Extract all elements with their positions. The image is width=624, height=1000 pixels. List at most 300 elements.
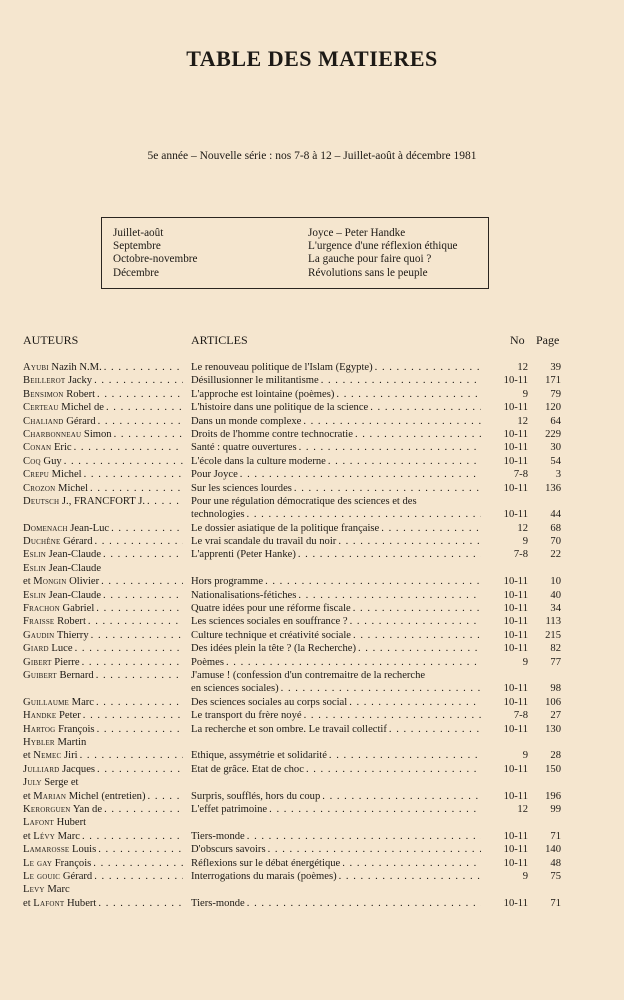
- page-number: 71: [550, 830, 561, 842]
- article-cell: [191, 548, 481, 561]
- page-number: 10: [550, 576, 561, 588]
- page-number: 106: [545, 696, 561, 708]
- page-number: 34: [550, 603, 561, 615]
- issue-number: 10-11: [503, 375, 528, 387]
- table-row: [0, 736, 624, 763]
- issue-number: 10-11: [503, 455, 528, 467]
- dot-leader: [145, 495, 183, 508]
- dot-leader: [263, 575, 481, 588]
- article-cell: [191, 415, 481, 428]
- page-number: 120: [545, 402, 561, 414]
- article-cell: [191, 495, 481, 522]
- dot-leader: [347, 696, 481, 709]
- article-title: Des sciences sociales au corps social: [191, 696, 348, 708]
- article-title: Dans un monde complexe: [191, 415, 302, 427]
- page-number: 70: [550, 536, 561, 548]
- author-name: et Marian Michel (entretien): [23, 790, 146, 802]
- article-title: en sciences sociales): [191, 683, 279, 695]
- article-title: Le vrai scandale du travail du noir: [191, 536, 337, 548]
- author-cell: [23, 816, 183, 843]
- author-name: Gaudin Thierry: [23, 629, 89, 641]
- author-name: Domenach Jean-Luc: [23, 522, 110, 534]
- page-number: 75: [550, 870, 561, 882]
- dot-leader: [81, 709, 183, 722]
- table-row: [0, 361, 624, 374]
- issue-number: 9: [522, 870, 528, 882]
- article-title: Interrogations du marais (poèmes): [191, 870, 337, 882]
- article-cell: [191, 656, 481, 669]
- article-cell: [191, 374, 481, 387]
- page-number: 48: [550, 857, 561, 869]
- issue-number: 7-8: [513, 549, 528, 561]
- page-number: 82: [550, 643, 561, 655]
- author-name: et Nemec Jiri: [23, 750, 78, 762]
- article-cell: [191, 642, 481, 655]
- article-cell: [191, 736, 481, 763]
- table-row: [0, 602, 624, 615]
- author-cell: [23, 696, 183, 709]
- dot-leader: [224, 656, 481, 669]
- summary-theme: La gauche pour faire quoi ?: [308, 253, 432, 266]
- author-cell: [23, 736, 183, 763]
- author-name: et Lafont Hubert: [23, 897, 97, 909]
- author-name: Julliard Jacques: [23, 763, 96, 775]
- page-number: 22: [550, 549, 561, 561]
- article-title: La recherche et son ombre. Le travail collectif: [191, 723, 387, 735]
- author-cell: [23, 468, 183, 481]
- author-name: Beillerot Jacky: [23, 375, 93, 387]
- author-name: Certeau Michel de: [23, 402, 104, 414]
- author-name: et Lévy Marc: [23, 830, 80, 842]
- dot-leader: [373, 361, 481, 374]
- page-number: 98: [550, 683, 561, 695]
- dot-leader: [351, 629, 481, 642]
- dot-leader: [387, 723, 481, 736]
- author-cell: [23, 441, 183, 454]
- dot-leader: [340, 857, 481, 870]
- page-number: 171: [545, 375, 561, 387]
- author-name: Coq Guy: [23, 455, 62, 467]
- dot-leader: [245, 830, 481, 843]
- table-row: [0, 548, 624, 561]
- article-cell: [191, 669, 481, 696]
- article-cell: [191, 428, 481, 441]
- author-cell: [23, 428, 183, 441]
- dot-leader: [101, 589, 183, 602]
- dot-leader: [102, 361, 183, 374]
- issue-number: 10-11: [503, 603, 528, 615]
- article-cell: [191, 589, 481, 602]
- article-title: technologies: [191, 509, 245, 521]
- author-name: Ayubi Nazih N.M.: [23, 362, 102, 373]
- author-name: et Mongin Olivier: [23, 576, 100, 588]
- issue-number: 10-11: [503, 830, 528, 842]
- issue-number: 10-11: [503, 442, 528, 454]
- page-number: 44: [550, 509, 561, 521]
- issue-number: 10-11: [503, 428, 528, 440]
- author-cell: [23, 629, 183, 642]
- index-table: [0, 361, 624, 910]
- page-number: 54: [550, 455, 561, 467]
- page-number: 136: [545, 482, 561, 494]
- dot-leader: [78, 749, 183, 762]
- page-number: 40: [550, 589, 561, 601]
- issue-number: 10-11: [503, 897, 528, 909]
- table-row: [0, 428, 624, 441]
- article-cell: [191, 441, 481, 454]
- article-title: Des idées plein la tête ? (la Recherche): [191, 643, 356, 655]
- author-name: Eslin Jean-Claude: [23, 562, 102, 574]
- author-cell: [23, 548, 183, 561]
- author-name: Guillaume Marc: [23, 696, 94, 708]
- table-row: [0, 468, 624, 481]
- author-name: Duchêne Gérard: [23, 536, 93, 548]
- dot-leader: [72, 441, 183, 454]
- author-name: Le gay François: [23, 857, 92, 869]
- author-cell: [23, 870, 183, 883]
- dot-leader: [109, 522, 183, 535]
- page-title: TABLE DES MATIERES: [186, 46, 438, 71]
- page-number: 64: [550, 415, 561, 427]
- summary-month: Septembre: [113, 240, 161, 253]
- author-cell: [23, 374, 183, 387]
- article-title: J'amuse ! (confession d'un contremaitre de la recherche: [191, 670, 426, 682]
- author-cell: [23, 723, 183, 736]
- author-name: Giard Luce: [23, 643, 73, 655]
- dot-leader: [101, 548, 183, 561]
- header-page: Page: [536, 333, 560, 347]
- dot-leader: [86, 615, 183, 628]
- table-row: [0, 883, 624, 910]
- author-name: Charbonneau Simon: [23, 428, 112, 440]
- article-title: L'apprenti (Peter Hanke): [191, 549, 296, 561]
- dot-leader: [348, 615, 481, 628]
- table-row: [0, 656, 624, 669]
- dot-leader: [266, 843, 481, 856]
- dot-leader: [245, 508, 481, 521]
- dot-leader: [297, 441, 481, 454]
- dot-leader: [96, 415, 183, 428]
- article-title: L'effet patrimoine: [191, 803, 268, 815]
- author-cell: [23, 388, 183, 401]
- dot-leader: [94, 602, 183, 615]
- dot-leader: [92, 374, 183, 387]
- dot-leader: [304, 763, 481, 776]
- author-name: Hartog François: [23, 723, 95, 735]
- dot-leader: [80, 656, 183, 669]
- article-title: Santé : quatre ouvertures: [191, 442, 297, 454]
- author-cell: [23, 669, 183, 696]
- dot-leader: [279, 682, 481, 695]
- article-cell: [191, 615, 481, 628]
- issue-number: 10-11: [503, 643, 528, 655]
- dot-leader: [96, 897, 183, 910]
- issue-number: 12: [517, 522, 528, 534]
- table-row: [0, 763, 624, 776]
- author-name: Lafont Hubert: [23, 817, 87, 829]
- article-cell: [191, 482, 481, 495]
- page-number: 77: [550, 656, 561, 668]
- article-title: Les sciences sociales en souffrance ?: [191, 616, 348, 628]
- author-name: Guibert Bernard: [23, 670, 94, 682]
- author-name: Frachon Gabriel: [23, 603, 95, 615]
- author-cell: [23, 843, 183, 856]
- article-title: Droits de l'homme contre technocratie: [191, 428, 353, 440]
- table-row: [0, 816, 624, 843]
- dot-leader: [351, 602, 481, 615]
- table-row: [0, 589, 624, 602]
- table-row: [0, 857, 624, 870]
- article-title: Tiers-monde: [191, 897, 245, 909]
- article-cell: [191, 709, 481, 722]
- summary-month: Décembre: [113, 266, 159, 279]
- table-row: [0, 615, 624, 628]
- author-name: Crozon Michel: [23, 482, 89, 494]
- article-cell: [191, 723, 481, 736]
- article-cell: [191, 455, 481, 468]
- article-cell: [191, 629, 481, 642]
- dot-leader: [88, 482, 183, 495]
- author-name: Fraisse Robert: [23, 616, 86, 628]
- author-cell: [23, 709, 183, 722]
- issue-number: 9: [522, 750, 528, 762]
- author-name: Lamarosse Louis: [23, 844, 97, 856]
- table-row: [0, 843, 624, 856]
- dot-leader: [292, 482, 481, 495]
- author-cell: [23, 763, 183, 776]
- dot-leader: [93, 535, 184, 548]
- issue-number: 10-11: [503, 763, 528, 775]
- page-number: 99: [550, 803, 561, 815]
- author-name: Handke Peter: [23, 710, 81, 722]
- dot-leader: [80, 830, 183, 843]
- table-row: [0, 776, 624, 803]
- author-name: Conan Eric: [23, 442, 72, 454]
- author-cell: [23, 482, 183, 495]
- article-title: Culture technique et créativité sociale: [191, 629, 352, 641]
- summary-themes: [308, 227, 458, 280]
- article-title: Pour Joyce: [191, 469, 238, 481]
- dot-leader: [95, 723, 183, 736]
- summary-theme: Joyce – Peter Handke: [308, 227, 406, 239]
- dot-leader: [146, 790, 183, 803]
- article-title: Le dossier asiatique de la politique française: [191, 522, 380, 534]
- article-cell: [191, 816, 481, 843]
- author-name: Crepu Michel: [23, 469, 82, 481]
- article-cell: [191, 401, 481, 414]
- article-cell: [191, 870, 481, 883]
- page-number: 113: [545, 616, 561, 628]
- table-row: [0, 803, 624, 816]
- table-row: [0, 401, 624, 414]
- issue-number: 10-11: [503, 683, 528, 695]
- page-number: 140: [545, 844, 561, 856]
- dot-leader: [301, 415, 481, 428]
- dot-leader: [296, 548, 481, 561]
- dot-leader: [319, 374, 481, 387]
- author-cell: [23, 589, 183, 602]
- article-title: L'approche est lointaine (poèmes): [191, 388, 335, 400]
- table-row: [0, 415, 624, 428]
- article-title: Nationalisations-fétiches: [191, 589, 297, 601]
- issue-number: 10-11: [503, 509, 528, 521]
- issue-number: 9: [522, 536, 528, 548]
- author-name: Deutsch J., FRANCFORT J.: [23, 495, 145, 507]
- header-auteurs: AUTEURS: [23, 333, 79, 347]
- author-name: Kerorguen Yan de: [23, 803, 103, 815]
- article-title: Tiers-monde: [191, 830, 245, 842]
- article-title: Poèmes: [191, 656, 224, 668]
- author-cell: [23, 455, 183, 468]
- issue-number: 10-11: [503, 576, 528, 588]
- dot-leader: [62, 455, 183, 468]
- dot-leader: [356, 642, 481, 655]
- dot-leader: [379, 522, 481, 535]
- dot-leader: [96, 843, 183, 856]
- article-title: Quatre idées pour une réforme fiscale: [191, 603, 351, 615]
- header-articles: ARTICLES: [191, 333, 248, 347]
- dot-leader: [353, 428, 481, 441]
- article-cell: [191, 602, 481, 615]
- author-name: Levy Marc: [23, 884, 70, 896]
- dot-leader: [337, 870, 481, 883]
- author-name: July Serge et: [23, 777, 79, 789]
- dot-leader: [99, 575, 183, 588]
- dot-leader: [95, 763, 183, 776]
- article-cell: [191, 468, 481, 481]
- article-title: Désillusionner le militantisme: [191, 375, 319, 387]
- author-cell: [23, 776, 183, 803]
- issue-number: 9: [522, 656, 528, 668]
- issue-number: 12: [517, 803, 528, 815]
- page-number: 39: [550, 362, 561, 373]
- article-cell: [191, 883, 481, 910]
- table-row: [0, 696, 624, 709]
- table-row: [0, 455, 624, 468]
- dot-leader: [245, 897, 481, 910]
- article-cell: [191, 535, 481, 548]
- issue-number: 10-11: [503, 629, 528, 641]
- dot-leader: [334, 388, 481, 401]
- author-name: Bensimon Robert: [23, 388, 96, 400]
- page-number: 150: [545, 763, 561, 775]
- dot-leader: [104, 401, 183, 414]
- dot-leader: [327, 749, 481, 762]
- author-cell: [23, 602, 183, 615]
- table-row: [0, 562, 624, 589]
- author-cell: [23, 361, 183, 374]
- author-cell: [23, 401, 183, 414]
- issue-number: 10-11: [503, 723, 528, 735]
- table-row: [0, 495, 624, 522]
- article-cell: [191, 562, 481, 589]
- table-row: [0, 374, 624, 387]
- dot-leader: [94, 696, 183, 709]
- article-title: Hors programme: [191, 576, 264, 588]
- author-cell: [23, 857, 183, 870]
- author-name: Gibert Pierre: [23, 656, 80, 668]
- author-cell: [23, 656, 183, 669]
- issue-number: 10-11: [503, 857, 528, 869]
- summary-box: [101, 217, 489, 289]
- table-row: [0, 535, 624, 548]
- dot-leader: [73, 642, 183, 655]
- page-number: 28: [550, 750, 561, 762]
- author-cell: [23, 535, 183, 548]
- author-cell: [23, 415, 183, 428]
- article-title: Ethique, assymétrie et solidarité: [191, 750, 327, 762]
- issue-subtitle: 5e année – Nouvelle série : nos 7-8 à 12 – Juillet-août à décembre 1981: [147, 150, 477, 162]
- author-cell: [23, 615, 183, 628]
- table-row: [0, 388, 624, 401]
- table-row: [0, 522, 624, 535]
- dot-leader: [92, 870, 183, 883]
- article-title: D'obscurs savoirs: [191, 844, 266, 856]
- author-name: Hybler Martin: [23, 736, 87, 748]
- article-cell: [191, 803, 481, 816]
- author-cell: [23, 495, 183, 522]
- dot-leader: [267, 803, 481, 816]
- summary-month: Octobre-novembre: [113, 253, 198, 266]
- dot-leader: [302, 709, 481, 722]
- article-cell: [191, 763, 481, 776]
- article-cell: [191, 696, 481, 709]
- dot-leader: [89, 629, 183, 642]
- article-title: Réflexions sur le débat énergétique: [191, 857, 341, 869]
- table-row: [0, 441, 624, 454]
- table-row: [0, 723, 624, 736]
- article-cell: [191, 843, 481, 856]
- author-cell: [23, 803, 183, 816]
- table-row: [0, 669, 624, 696]
- summary-theme: Révolutions sans le peuple: [308, 266, 428, 279]
- article-cell: [191, 776, 481, 803]
- dot-leader: [320, 790, 481, 803]
- article-title: Etat de grâce. Etat de choc: [191, 763, 304, 775]
- article-title: Surpris, soufflés, hors du coup: [191, 790, 321, 802]
- article-title: Le renouveau politique de l'Islam (Egypte): [191, 362, 373, 373]
- dot-leader: [82, 468, 183, 481]
- dot-leader: [112, 428, 183, 441]
- summary-month: Juillet-août: [113, 227, 164, 239]
- issue-number: 10-11: [503, 616, 528, 628]
- page-number: 130: [545, 723, 561, 735]
- page-number: 30: [550, 442, 561, 454]
- issue-number: 12: [517, 415, 528, 427]
- issue-number: 10-11: [503, 402, 528, 414]
- page-number: 229: [545, 428, 561, 440]
- author-name: Le gouic Gérard: [23, 870, 93, 882]
- table-row: [0, 629, 624, 642]
- article-title: Sur les sciences lourdes: [191, 482, 292, 494]
- article-title: Pour une régulation démocratique des sciences et des: [191, 495, 417, 507]
- summary-months: [113, 227, 198, 280]
- dot-leader: [102, 803, 183, 816]
- author-cell: [23, 522, 183, 535]
- dot-leader: [95, 388, 183, 401]
- issue-number: 10-11: [503, 589, 528, 601]
- page-number: 71: [550, 897, 561, 909]
- dot-leader: [368, 401, 481, 414]
- table-row: [0, 870, 624, 883]
- author-name: Eslin Jean-Claude: [23, 549, 102, 561]
- issue-number: 9: [522, 388, 528, 400]
- author-name: Eslin Jean-Claude: [23, 589, 102, 601]
- table-row: [0, 482, 624, 495]
- issue-number: 10-11: [503, 844, 528, 856]
- page-number: 79: [550, 388, 561, 400]
- dot-leader: [326, 455, 481, 468]
